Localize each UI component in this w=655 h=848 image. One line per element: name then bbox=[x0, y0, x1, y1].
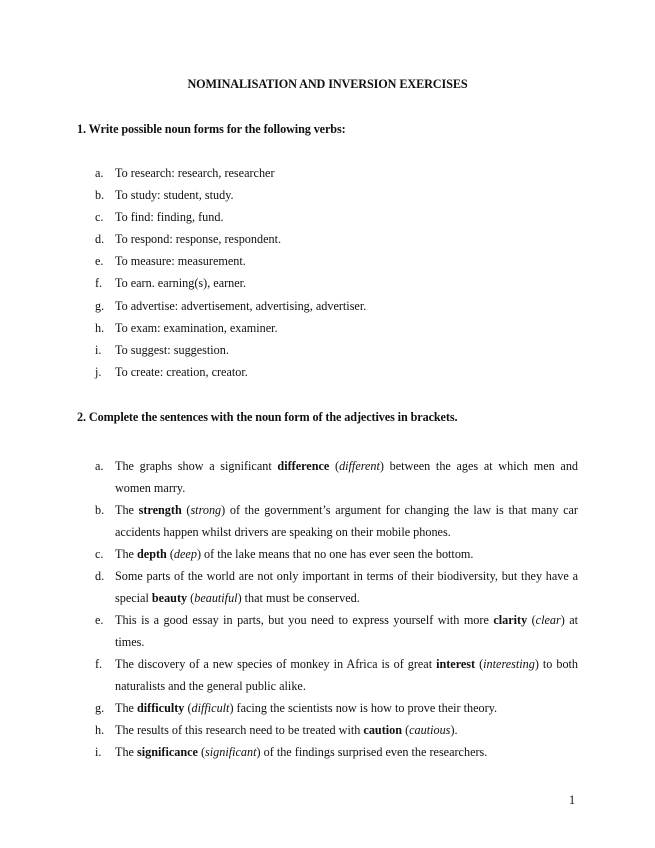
noun-form: depth bbox=[137, 547, 167, 561]
page-number: 1 bbox=[569, 793, 576, 807]
list-item-text: To study: student, study. bbox=[115, 188, 234, 203]
list-item-text: To advertise: advertisement, advertising, advertiser. bbox=[115, 298, 367, 313]
list-item bbox=[0, 322, 578, 344]
noun-form: clarity bbox=[493, 613, 528, 627]
adjective: cautious bbox=[409, 723, 451, 737]
list-item bbox=[0, 233, 578, 255]
list-item-text: To earn. earning(s), earner. bbox=[115, 276, 247, 291]
list-item-text: To create: creation, creator. bbox=[115, 364, 248, 379]
list-marker: a. bbox=[95, 459, 104, 473]
list-marker: b. bbox=[95, 188, 105, 203]
list-item-text: To measure: measurement. bbox=[115, 254, 246, 269]
list-item-text: To respond: response, respondent. bbox=[115, 232, 282, 247]
list-marker: f. bbox=[95, 657, 103, 671]
list-marker: e. bbox=[95, 613, 104, 627]
list-item bbox=[0, 189, 578, 211]
list-marker: a. bbox=[95, 166, 104, 180]
list-item-text: To exam: examination, examiner. bbox=[115, 320, 278, 335]
adjective: deep bbox=[173, 547, 197, 561]
list-item: h. The results of this research need to be treated with caution (cautious). bbox=[0, 719, 578, 741]
list-item: a. The graphs show a significant difference (different) between the ages at which men and women marry. bbox=[0, 455, 578, 499]
list-marker: g. bbox=[95, 298, 105, 313]
verb-noun-list bbox=[0, 167, 578, 388]
adjective: different bbox=[339, 459, 380, 473]
page-title: NOMINALISATION AND INVERSION EXERCISES bbox=[187, 77, 468, 91]
list-item: f. The discovery of a new species of monkey in Africa is of great interest (interesting) to both naturalists and the general public alike. bbox=[0, 653, 578, 697]
list-item bbox=[0, 300, 578, 322]
adjective: beautiful bbox=[194, 591, 238, 605]
section-1-heading: 1. Write possible noun forms for the following verbs: bbox=[77, 122, 346, 136]
noun-form: strength bbox=[138, 503, 182, 517]
list-item bbox=[0, 277, 578, 299]
list-item bbox=[0, 211, 578, 233]
list-marker: f. bbox=[95, 276, 103, 291]
list-marker: j. bbox=[95, 364, 102, 379]
noun-form: significance bbox=[137, 745, 198, 759]
list-item-text: To find: finding, fund. bbox=[115, 210, 224, 225]
list-marker: h. bbox=[95, 320, 105, 335]
list-marker: i. bbox=[95, 342, 102, 357]
list-item: d. Some parts of the world are not only important in terms of their biodiversity, but they have a special beauty (beautiful) that must be conserved. bbox=[0, 565, 578, 609]
list-marker: d. bbox=[95, 569, 105, 583]
list-marker: h. bbox=[95, 723, 105, 737]
list-marker: e. bbox=[95, 254, 104, 269]
list-item bbox=[0, 366, 578, 388]
adjective: significant bbox=[205, 745, 257, 759]
adjective: strong bbox=[190, 503, 222, 517]
list-item: b. The strength (strong) of the government’s argument for changing the law is that many car accidents happen whilst drivers are speaking on their mobile phones. bbox=[0, 499, 578, 543]
sentence-list bbox=[0, 455, 578, 763]
list-item-text: To suggest: suggestion. bbox=[115, 342, 229, 357]
adjective: clear bbox=[535, 613, 561, 627]
list-marker: i. bbox=[95, 745, 102, 759]
list-marker: b. bbox=[95, 503, 105, 517]
adjective: interesting bbox=[483, 657, 535, 671]
list-item: e. This is a good essay in parts, but you need to express yourself with more clarity (clear) at times. bbox=[0, 609, 578, 653]
list-item: g. The difficulty (difficult) facing the scientists now is how to prove their theory. bbox=[0, 697, 578, 719]
noun-form: caution bbox=[363, 723, 403, 737]
list-item bbox=[0, 167, 578, 189]
list-item bbox=[0, 344, 578, 366]
list-item-text: To research: research, researcher bbox=[115, 166, 275, 180]
adjective: difficult bbox=[191, 701, 230, 715]
noun-form: beauty bbox=[151, 591, 188, 605]
list-marker: g. bbox=[95, 701, 105, 715]
noun-form: interest bbox=[436, 657, 476, 671]
list-item: c. The depth (deep) of the lake means that no one has ever seen the bottom. bbox=[0, 543, 578, 565]
noun-form: difference bbox=[277, 459, 330, 473]
list-marker: d. bbox=[95, 232, 105, 247]
list-item: i. The significance (significant) of the findings surprised even the researchers. bbox=[0, 741, 578, 763]
noun-form: difficulty bbox=[137, 701, 185, 715]
list-marker: c. bbox=[95, 210, 104, 225]
list-marker: c. bbox=[95, 547, 104, 561]
section-2-heading: 2. Complete the sentences with the noun form of the adjectives in brackets. bbox=[77, 410, 458, 424]
list-item bbox=[0, 255, 578, 277]
